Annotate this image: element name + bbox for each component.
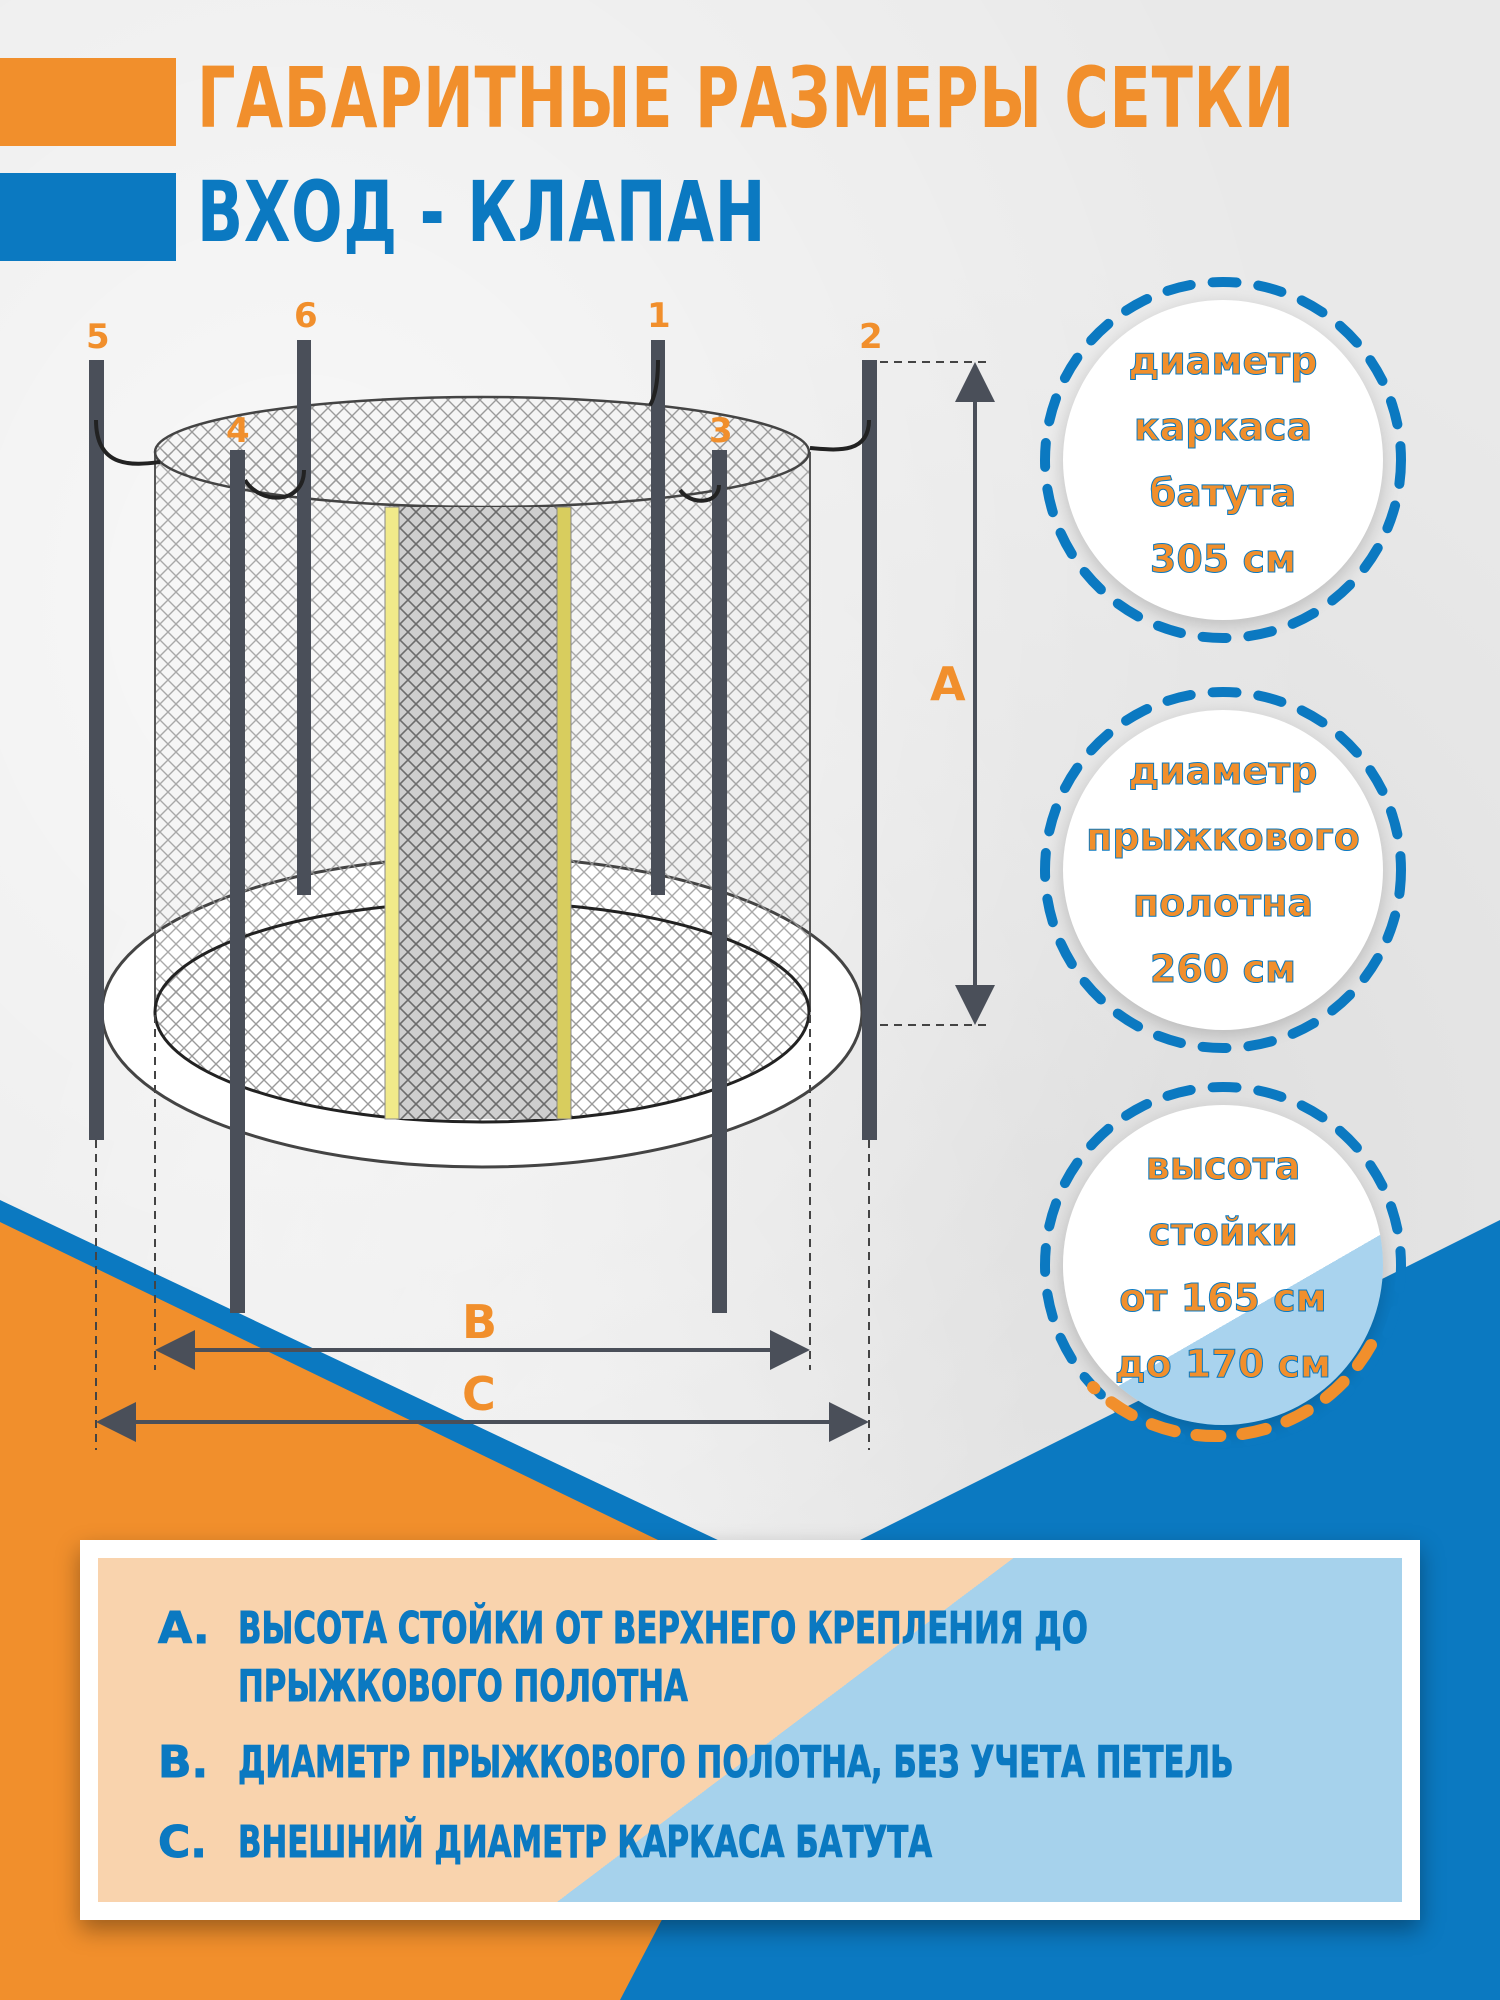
spec-1-line-1: диаметр bbox=[1128, 339, 1318, 383]
post-2-hook bbox=[810, 420, 869, 449]
post-label-5: 5 bbox=[86, 317, 110, 357]
spec-2-line-4: 260 см bbox=[1149, 947, 1297, 991]
post-label-2: 2 bbox=[859, 317, 883, 357]
page-title: ГАБАРИТНЫЕ РАЗМЕРЫ СЕТКИ bbox=[197, 49, 1296, 147]
legend-item-c bbox=[158, 1814, 1500, 1872]
entrance-zip-right bbox=[557, 507, 571, 1119]
spec-1-line-4: 305 см bbox=[1149, 537, 1297, 581]
spec-3-line-1: высота bbox=[1145, 1144, 1301, 1188]
post-label-6: 6 bbox=[294, 296, 318, 336]
spec-2-line-3: полотна bbox=[1132, 881, 1314, 925]
legend-item-a bbox=[158, 1600, 1500, 1716]
spec-2-line-1: диаметр bbox=[1128, 749, 1318, 793]
post-4 bbox=[230, 450, 245, 1313]
entrance-panel bbox=[385, 507, 557, 1119]
legend-letter-c: C. bbox=[158, 1817, 208, 1868]
legend-item-b bbox=[158, 1734, 1500, 1792]
spec-2-line-2: прыжкового bbox=[1086, 815, 1360, 859]
spec-3-line-4: до 170 см bbox=[1114, 1342, 1332, 1386]
legend-text-c: ВНЕШНИЙ ДИАМЕТР КАРКАСА БАТУТА bbox=[238, 1817, 933, 1868]
dim-b-label: B bbox=[462, 1295, 498, 1349]
post-6 bbox=[297, 340, 311, 895]
legend-box bbox=[80, 1540, 1420, 1920]
legend-letter-b: B. bbox=[158, 1737, 209, 1788]
spec-frame-diameter bbox=[1063, 300, 1383, 620]
page-subtitle: ВХОД - КЛАПАН bbox=[197, 163, 767, 261]
post-5-hook bbox=[96, 420, 160, 464]
legend-text-b: ДИАМЕТР ПРЫЖКОВОГО ПОЛОТНА, БЕЗ УЧЕТА ПЕТЕЛЬ bbox=[238, 1737, 1234, 1788]
spec-1-line-3: батута bbox=[1149, 471, 1297, 515]
post-label-1: 1 bbox=[647, 296, 671, 336]
dim-c-label: C bbox=[462, 1367, 496, 1421]
entrance-zip-left bbox=[385, 507, 399, 1119]
spec-mat-diameter bbox=[1063, 710, 1383, 1030]
post-2 bbox=[862, 360, 877, 1140]
post-label-3: 3 bbox=[709, 411, 733, 451]
spec-post-height bbox=[1063, 1105, 1383, 1425]
post-label-4: 4 bbox=[226, 411, 250, 451]
post-3 bbox=[712, 450, 727, 1313]
legend-letter-a: A. bbox=[158, 1603, 210, 1654]
legend-text-a: ВЫСОТА СТОЙКИ ОТ ВЕРХНЕГО КРЕПЛЕНИЯ ДО ПРЫЖКОВОГО ПОЛОТНА bbox=[238, 1603, 1088, 1712]
spec-3-line-3: от 165 см bbox=[1119, 1276, 1327, 1320]
post-5 bbox=[89, 360, 104, 1140]
spec-1-line-2: каркаса bbox=[1133, 405, 1313, 449]
dim-a-label: A bbox=[930, 657, 966, 711]
legend-inner bbox=[98, 1558, 1402, 1902]
spec-3-line-2: стойки bbox=[1148, 1210, 1298, 1254]
post-1 bbox=[651, 340, 665, 895]
